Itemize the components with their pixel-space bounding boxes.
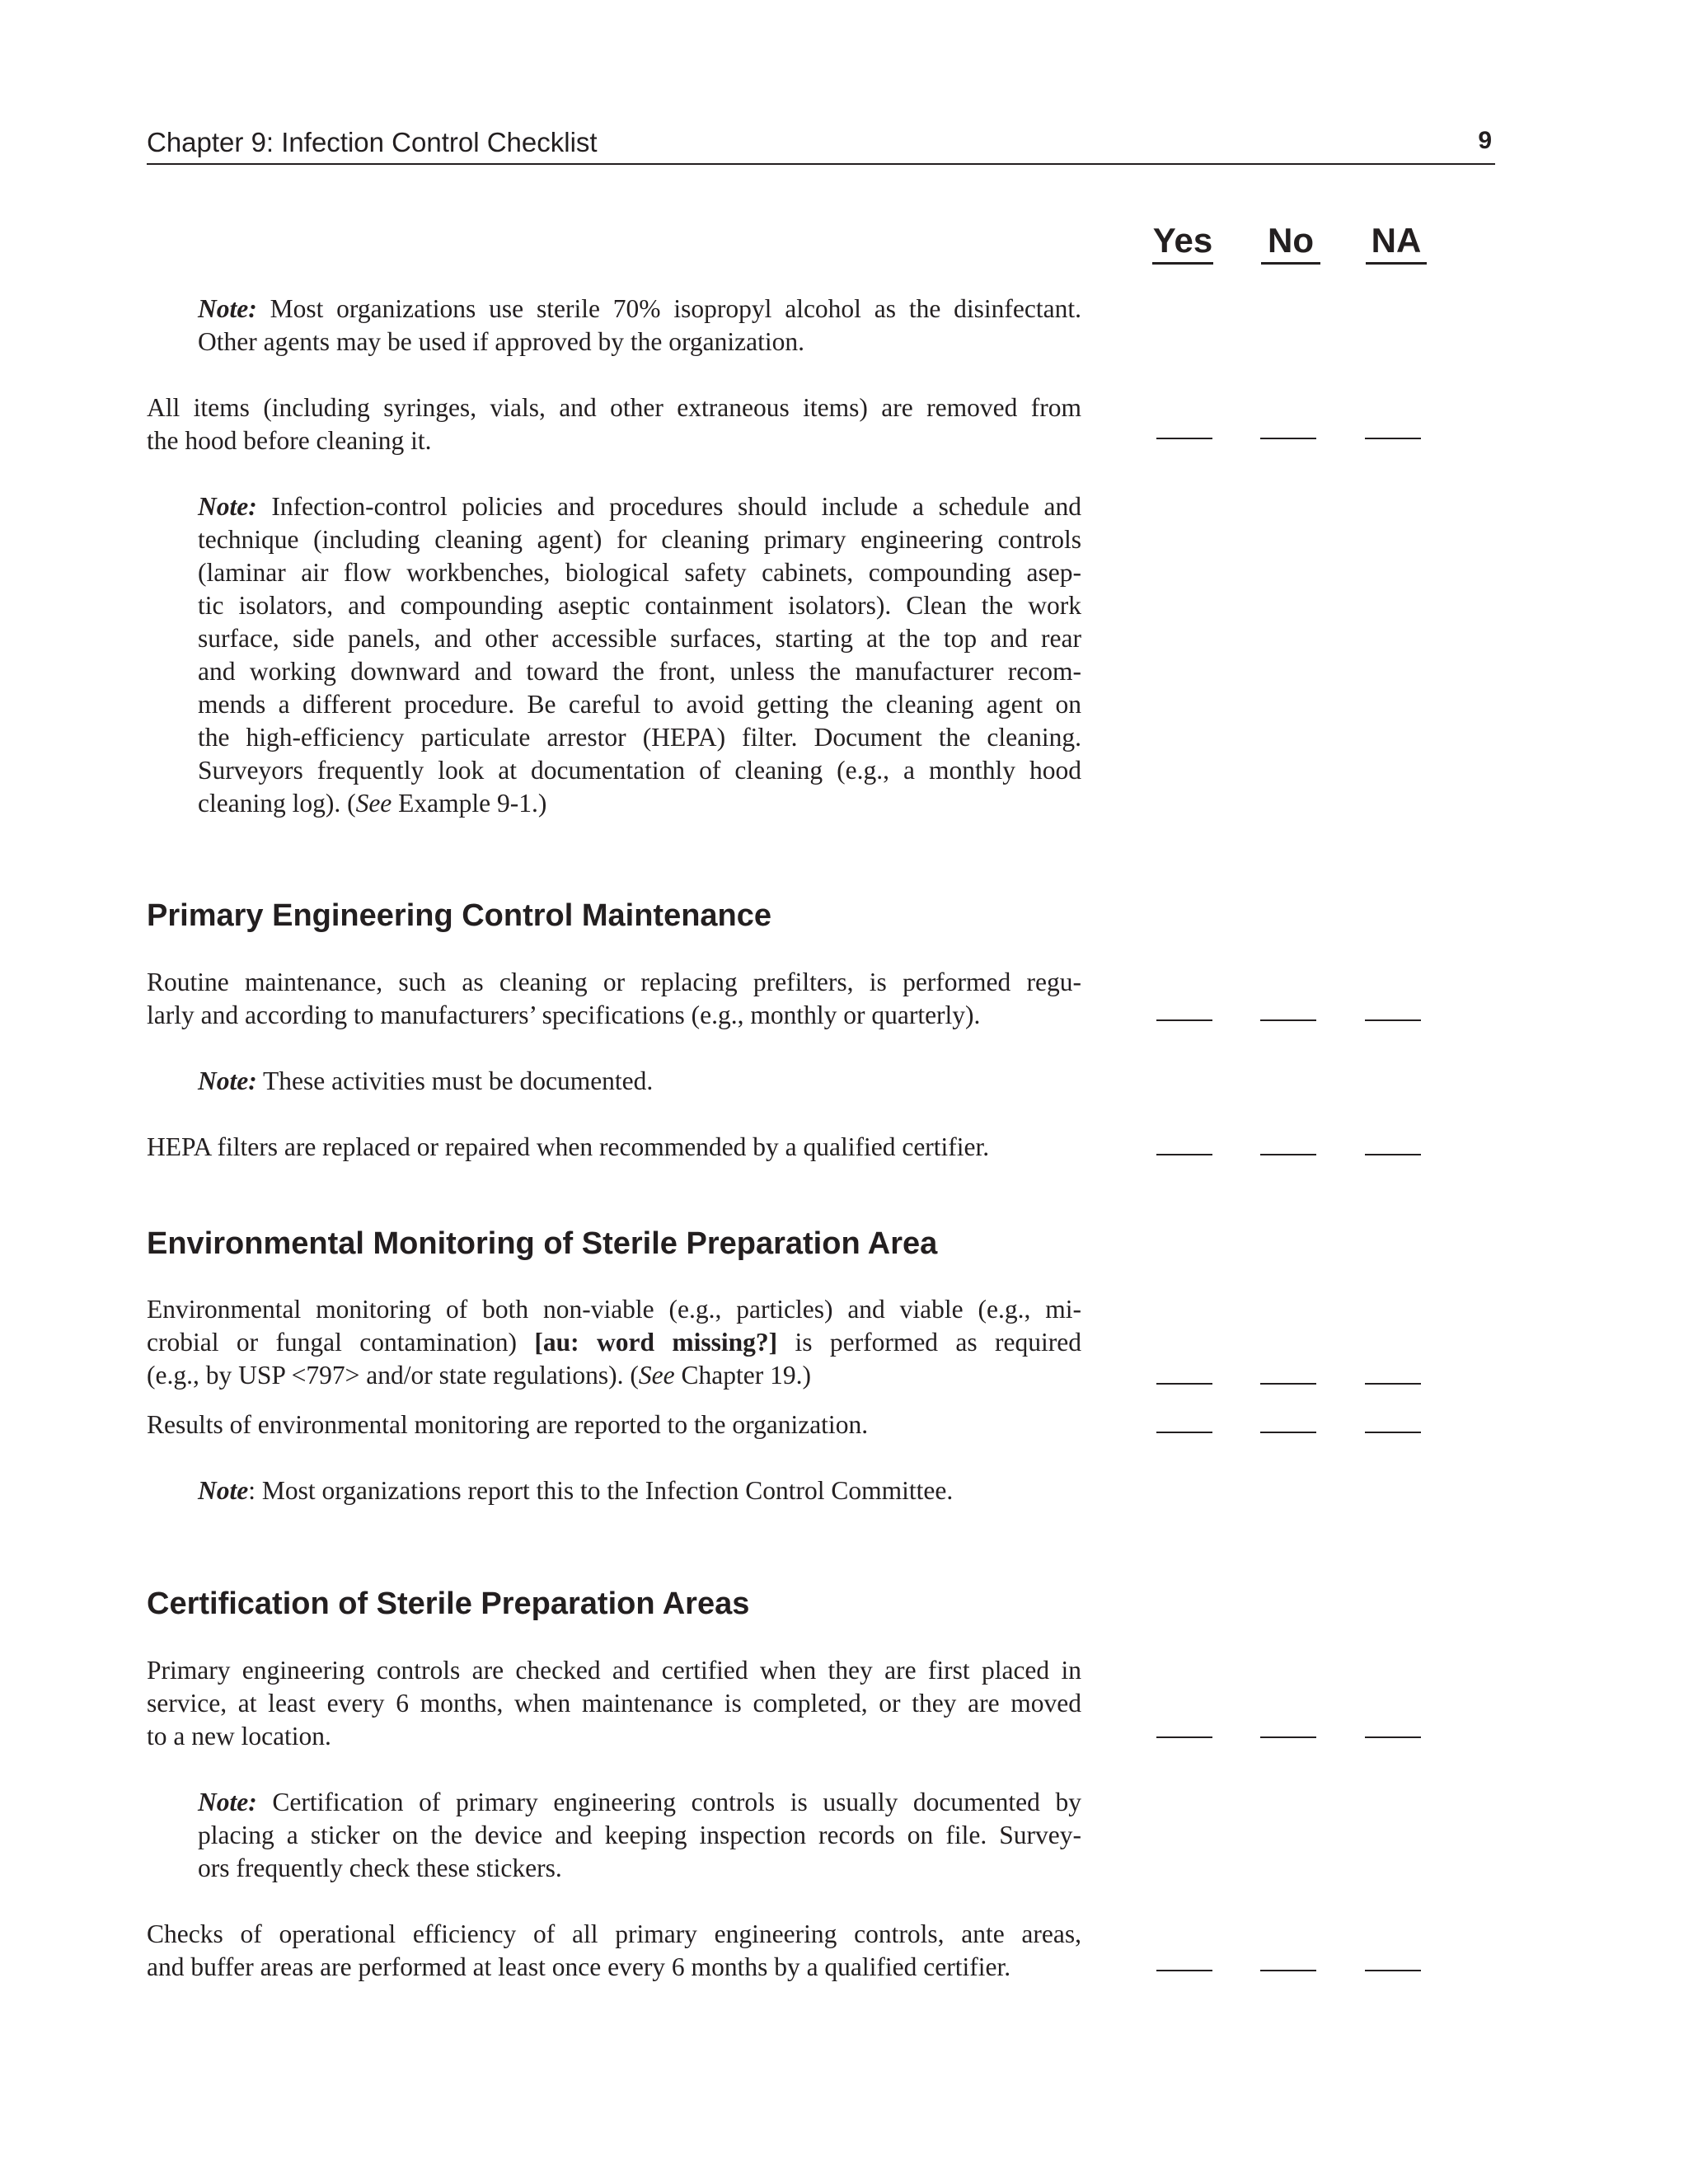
chapter-title: Chapter 9: Infection Control Checklist: [147, 127, 598, 157]
section-heading-certification: Certification of Sterile Preparation Areas: [147, 1586, 750, 1621]
answer-yes-blank[interactable]: [1156, 1970, 1212, 1971]
answer-yes-blank[interactable]: [1156, 1432, 1212, 1433]
checklist-item-results-reported: Results of environmental monitoring are reported to the organization.: [147, 1410, 869, 1439]
note-label: Note:: [198, 1788, 257, 1816]
note-documented: Note: These activities must be documented.: [198, 1066, 654, 1095]
checklist-item-operational-efficiency: Checks of operational efficiency of all primary engineering controls, ante areas, and buffer areas are performed at least once every 6 months by a qualified certifier.: [147, 1919, 1081, 1981]
answer-no-blank[interactable]: [1260, 1970, 1316, 1971]
column-yes: [1152, 221, 1213, 265]
answer-no-blank[interactable]: [1260, 1432, 1316, 1433]
note-label: Note:: [198, 492, 257, 521]
answer-no-blank[interactable]: [1260, 1154, 1316, 1155]
answer-yes-blank[interactable]: [1156, 438, 1212, 439]
page-header: [147, 122, 1495, 165]
checklist-item-certified: Primary engineering controls are checked and certified when they are first placed in service, at least every 6 months, when maintenance is completed, or they are moved to a new location.: [147, 1656, 1081, 1750]
answer-na-blank[interactable]: [1365, 1154, 1421, 1155]
note-infection-control-committee: Note: Most organizations report this to the Infection Control Committee.: [198, 1476, 954, 1505]
answer-yes-blank[interactable]: [1156, 1154, 1212, 1155]
answer-no-blank[interactable]: [1260, 1019, 1316, 1021]
author-query: [au: word missing?]: [534, 1328, 778, 1357]
note-cleaning-policy: Note: Infection-control policies and procedures should include a schedule and technique (including cleaning agent) for cleaning primary engineering controls (laminar air flow workbenches, biological safety cabinets, compounding asep- tic isolators, and compounding aseptic containment isolators). Clean the work surface, side panels, and other accessible surfaces, starting at the top and rear and working downward and toward the front, unless the manufacturer recom- mends a different procedure. Be careful to avoid getting the cleaning agent on the high-efficiency particulate arrestor (HEPA) filter. Document the cleaning. Surveyors frequently look at documentation of cleaning (e.g., a monthly hood cleaning log). (See Example 9-1.): [198, 492, 1081, 818]
answer-yes-blank[interactable]: [1156, 1383, 1212, 1385]
section-heading-pec-maintenance: Primary Engineering Control Maintenance: [147, 898, 772, 933]
column-no-label: No: [1268, 221, 1314, 260]
note-label: Note: [198, 1476, 249, 1505]
answer-no-blank[interactable]: [1260, 1383, 1316, 1385]
answer-na-blank[interactable]: [1365, 1736, 1421, 1738]
note-label: Note:: [198, 1066, 257, 1095]
checklist-item-hepa-filters: HEPA filters are replaced or repaired when recommended by a qualified certifier.: [147, 1132, 990, 1161]
answer-na-blank[interactable]: [1365, 1970, 1421, 1971]
checklist-item-routine-maintenance: Routine maintenance, such as cleaning or replacing prefilters, is performed regu- larly and according to manufacturers’ specifications (e.g., monthly or quarterly).: [147, 968, 1081, 1029]
column-yes-label: Yes: [1152, 221, 1213, 260]
answer-na-blank[interactable]: [1365, 438, 1421, 439]
column-na: [1366, 221, 1427, 265]
checklist-item-environmental-monitoring: Environmental monitoring of both non-viable (e.g., particles) and viable (e.g., mi- crobial or fungal contamination) [au: word missing?] is performed as required (e.g., by USP <797> and/or state regulations). (See Chapter 19.): [147, 1295, 1081, 1390]
answer-na-blank[interactable]: [1365, 1019, 1421, 1021]
checklist-item-hood-cleared: All items (including syringes, vials, and other extraneous items) are removed from the hood before cleaning it.: [147, 393, 1081, 455]
page-number: 9: [1478, 127, 1492, 154]
answer-yes-blank[interactable]: [1156, 1736, 1212, 1738]
answer-no-blank[interactable]: [1260, 1736, 1316, 1738]
note-disinfectant: Note: Most organizations use sterile 70% isopropyl alcohol as the disinfectant. Other agents may be used if approved by the organization.: [198, 294, 1081, 356]
answer-no-blank[interactable]: [1260, 438, 1316, 439]
answer-na-blank[interactable]: [1365, 1383, 1421, 1385]
note-certification-stickers: Note: Certification of primary engineering controls is usually documented by placing a sticker on the device and keeping inspection records on file. Survey- ors frequently check these stickers.: [198, 1788, 1081, 1882]
answer-yes-blank[interactable]: [1156, 1019, 1212, 1021]
column-na-label: NA: [1371, 221, 1422, 260]
answer-na-blank[interactable]: [1365, 1432, 1421, 1433]
section-heading-environmental-monitoring: Environmental Monitoring of Sterile Preparation Area: [147, 1226, 938, 1261]
column-no: [1261, 221, 1320, 265]
note-label: Note:: [198, 294, 257, 323]
